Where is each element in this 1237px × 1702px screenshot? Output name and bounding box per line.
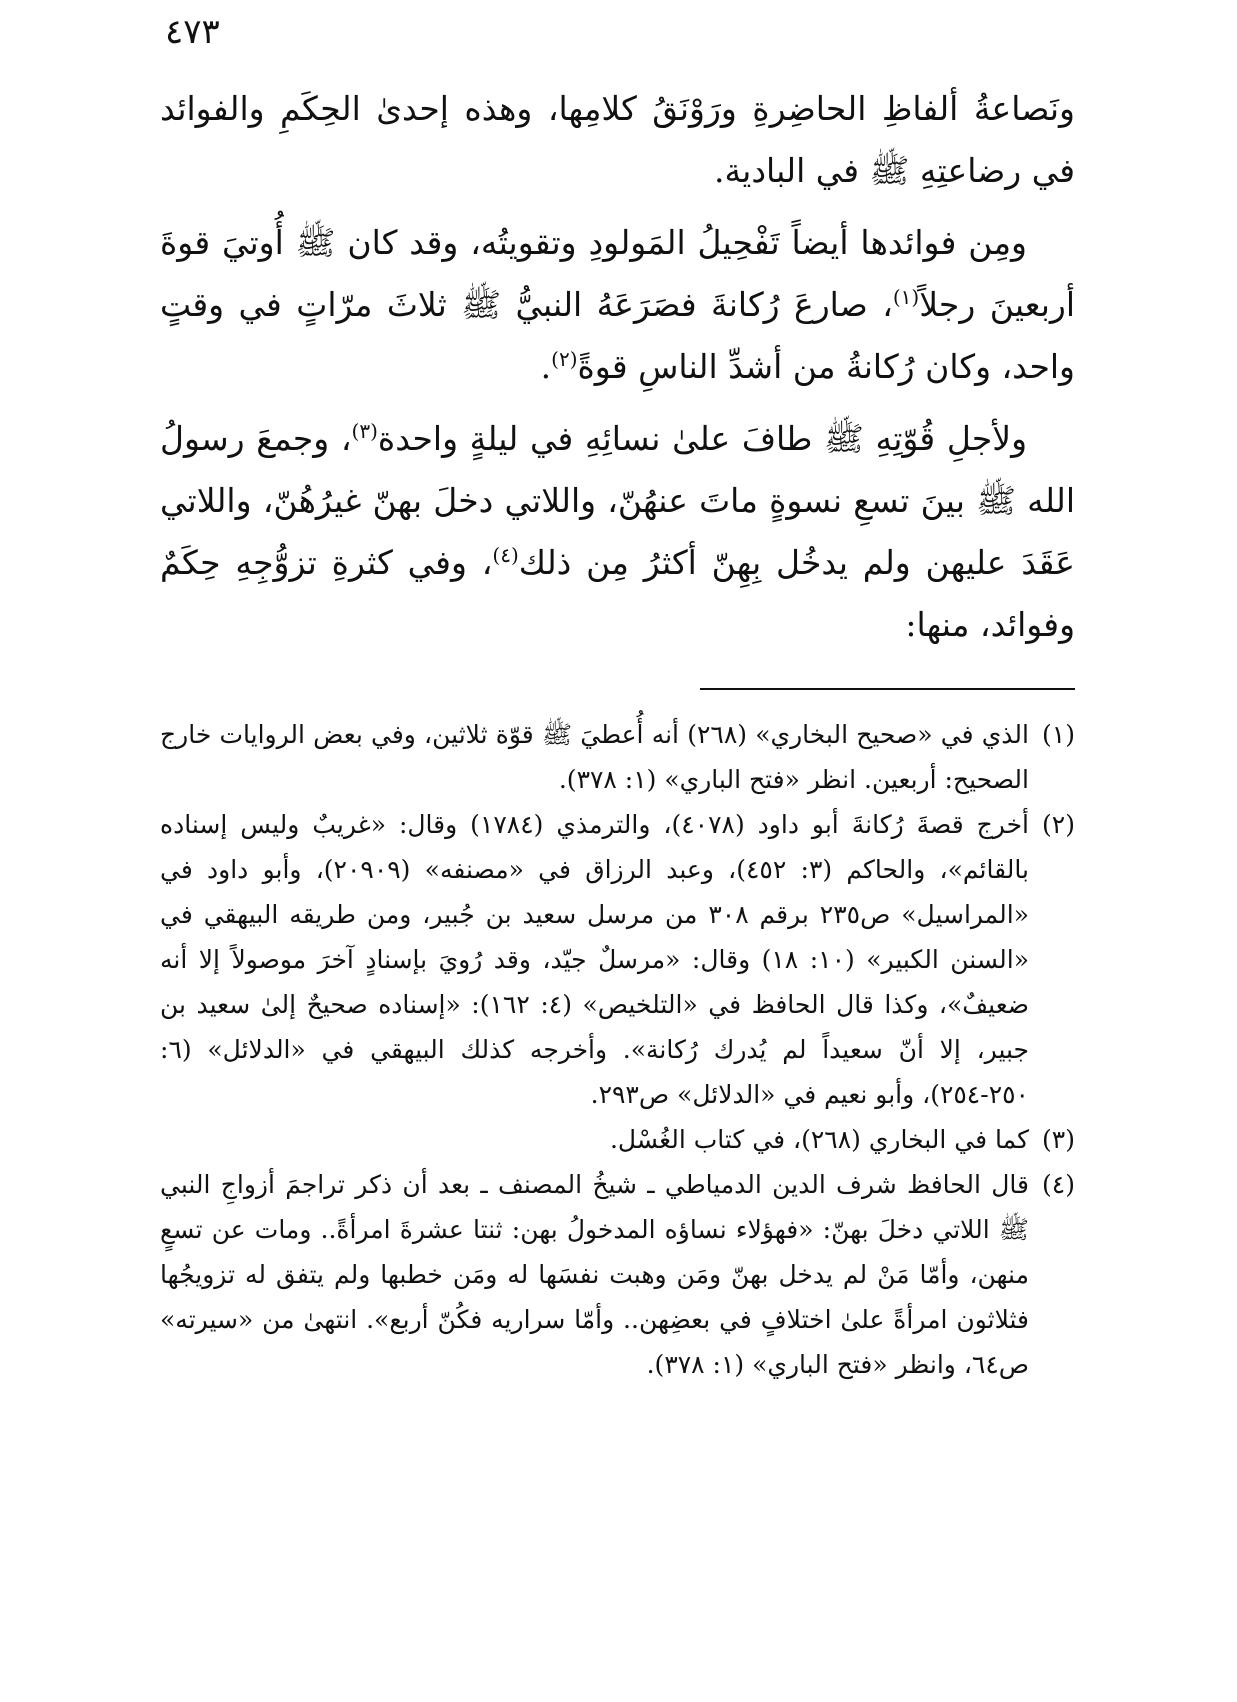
paragraph-2-text: ومِن فوائدها أيضاً تَفْحِيلُ المَولودِ وتقويتُه، وقد كان ﷺ أُوتيَ قوةَ أربعينَ رجلاً bbox=[160, 223, 1075, 324]
main-text bbox=[160, 78, 1075, 656]
footnote-ref-4[interactable]: (٤) bbox=[492, 543, 519, 567]
footnote-ref-1[interactable]: (١) bbox=[892, 285, 920, 309]
footnote-3 bbox=[160, 1117, 1075, 1162]
footnote-2 bbox=[160, 802, 1075, 1117]
footnote-text: كما في البخاري (٢٦٨)، في كتاب الغُسْل. bbox=[609, 1125, 1029, 1154]
paragraph-2 bbox=[160, 212, 1075, 398]
paragraph-3-text: ولأجلِ قُوّتِهِ ﷺ طافَ علىٰ نسائِهِ في ليلةٍ واحدة bbox=[377, 419, 1028, 458]
paragraph-3-text-end: ، وفي كثرةِ تزوُّجِهِ حِكَمٌ وفوائد، منها: bbox=[160, 543, 1075, 644]
footnote-number: (٢) bbox=[1042, 810, 1075, 839]
footnote-1 bbox=[160, 712, 1075, 802]
paragraph-3-text-cont: ، وجمعَ رسولُ الله ﷺ بينَ تسعِ نسوةٍ ماتَ عنهُنّ، واللاتي دخلَ بهنّ غيرُهُنّ، واللاتي عَقَدَ عليهن ولم يدخُل بِهِنّ أكثرُ مِن ذلك bbox=[160, 419, 1076, 582]
footnote-separator bbox=[700, 688, 1075, 690]
footnote-text: الذي في «صحيح البخاري» (٢٦٨) أنه أُعطيَ ﷺ قوّة ثلاثين، وفي بعض الروايات خارج الصحيح: أربعين. انظر «فتح الباري» (١: ٣٧٨). bbox=[160, 720, 1029, 794]
footnote-text: قال الحافظ شرف الدين الدمياطي ـ شيخُ المصنف ـ بعد أن ذكر تراجمَ أزواجِ النبي ﷺ اللاتي دخلَ بهنّ: «فهؤلاء نساؤه المدخولُ بهن: ثنتا عشرةَ امرأةً.. ومات عن تسعٍ منهن، وأمّا مَنْ لم يدخل بهنّ ومَن وهبت نفسَها له ومَن خطبها ولم يتفق له تزويجُها فثلاثون امرأةً علىٰ اختلافٍ في بعضِهن.. وأمّا سراريه فكُنّ أربع». انتهىٰ من «سيرته» ص٦٤، وانظر «فتح الباري» (١: ٣٧٨). bbox=[160, 1170, 1029, 1379]
paragraph-3 bbox=[160, 408, 1075, 656]
page-number: ٤٧٣ bbox=[165, 12, 220, 52]
paragraph-1 bbox=[160, 78, 1075, 202]
footnote-ref-2[interactable]: (٢) bbox=[551, 347, 578, 371]
paragraph-2-text-end: . bbox=[540, 347, 552, 386]
footnote-text: أخرج قصةَ رُكانةَ أبو داود (٤٠٧٨)، والترمذي (١٧٨٤) وقال: «غريبٌ وليس إسناده بالقائم»، والحاكم (٣: ٤٥٢)، وعبد الرزاق في «مصنفه» (٢٠٩٠٩)، وأبو داود في «المراسيل» ص٢٣٥ برقم ٣٠٨ من مرسل سعيد بن جُبير، ومن طريقه البيهقي في «السنن الكبير» (١٠: ١٨) وقال: «مرسلٌ جيّد، وقد رُويَ بإسنادٍ آخرَ موصولاً إلا أنه ضعيفٌ»، وكذا قال الحافظ في «التلخيص» (٤: ١٦٢): «إسناده صحيحٌ إلىٰ سعيد بن جبير، إلا أنّ سعيداً لم يُدرك رُكانة». وأخرجه كذلك البيهقي في «الدلائل» (٦: ٢٥٠-٢٥٤)، وأبو نعيم في «الدلائل» ص٢٩٣. bbox=[160, 810, 1030, 1109]
footnote-ref-3[interactable]: (٣) bbox=[351, 419, 378, 443]
paragraph-2-text-cont: ، صارعَ رُكانةَ فصَرَعَهُ النبيُّ ﷺ ثلاثَ مرّاتٍ في وقتٍ واحد، وكان رُكانةُ من أشدِّ الناسِ قوةً bbox=[160, 285, 1075, 386]
paragraph-1-text: ونَصاعةُ ألفاظِ الحاضِرةِ ورَوْنَقُ كلامِها، وهذه إحدىٰ الحِكَمِ والفوائد في رضاعتِهِ ﷺ في البادية. bbox=[160, 89, 1075, 190]
footnote-number: (٤) bbox=[1042, 1170, 1075, 1199]
footnote-number: (١) bbox=[1042, 720, 1075, 749]
footnote-4 bbox=[160, 1162, 1075, 1387]
footnotes bbox=[160, 712, 1075, 1387]
footnote-number: (٣) bbox=[1042, 1125, 1075, 1154]
